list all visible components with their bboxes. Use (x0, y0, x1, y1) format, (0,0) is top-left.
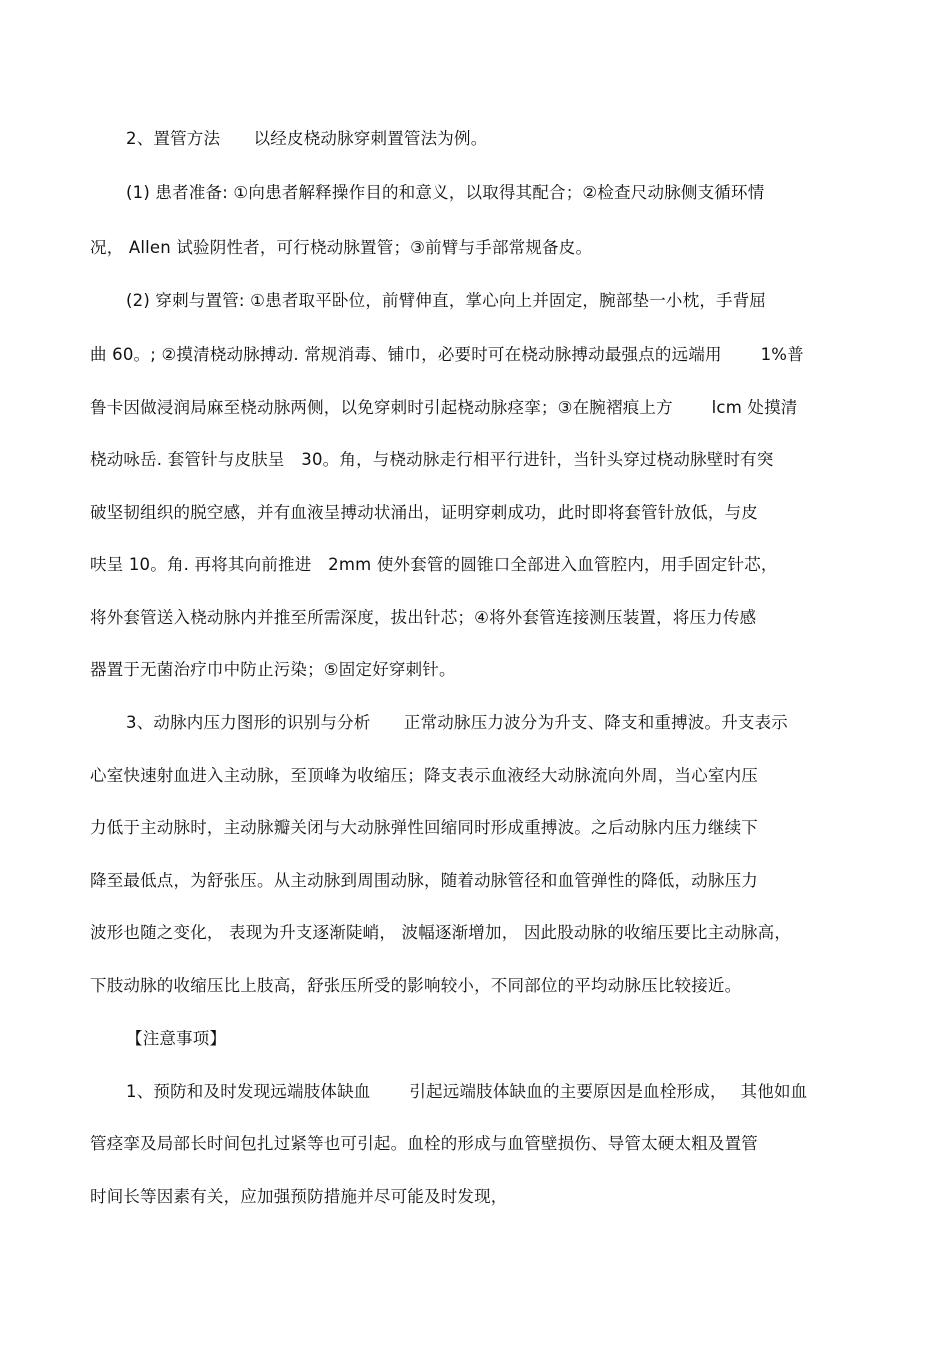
text-line: 2、置管方法 以经皮桡动脉穿刺置管法为例。 (126, 129, 488, 148)
section-heading: 【注意事项】 (126, 1029, 227, 1048)
text-line: 波形也随之变化， 表现为升支逐渐陡峭， 波幅逐渐增加， 因此股动脉的收缩压要比主动脉高， (90, 923, 792, 942)
text-line: 呋呈 10。角. 再将其向前推进 2mm 使外套管的圆锥口全部进入血管腔内，用手固定针芯， (90, 555, 778, 574)
text-line: 器置于无菌治疗巾中防止污染；⑤固定好穿刺针。 (90, 660, 456, 679)
text-line: (1) 患者准备: ①向患者解释操作目的和意义，以取得其配合；②检查尺动脉侧支循环情 (126, 183, 765, 202)
text-line: 时间长等因素有关，应加强预防措施并尽可能及时发现， (90, 1187, 508, 1206)
text-line: 鲁卡因做浸润局麻至桡动脉两侧，以免穿刺时引起桡动脉痉挛；③在腕褶痕上方 lcm 处摸清 (90, 398, 798, 417)
text-line: 力低于主动脉时，主动脉瓣关闭与大动脉弹性回缩同时形成重搏波。之后动脉内压力继续下 (90, 818, 758, 837)
text-line: 况， Allen 试验阴性者，可行桡动脉置管；③前臂与手部常规备皮。 (90, 238, 593, 257)
text-line: 下肢动脉的收缩压比上肢高，舒张压所受的影响较小，不同部位的平均动脉压比较接近。 (90, 976, 742, 995)
text-line: 1、预防和及时发现远端肢体缺血 引起远端肢体缺血的主要原因是血栓形成， 其他如血 (126, 1082, 808, 1101)
text-line: 将外套管送入桡动脉内并推至所需深度，拔出针芯；④将外套管连接测压装置，将压力传感 (90, 608, 757, 627)
text-line: 3、动脉内压力图形的识别与分析 正常动脉压力波分为升支、降支和重搏波。升支表示 (126, 713, 788, 732)
text-line: 曲 60。; ②摸清桡动脉搏动. 常规消毒、铺巾，必要时可在桡动脉搏动最强点的远端用 1%普 (90, 345, 804, 364)
text-line: 降至最低点，为舒张压。从主动脉到周围动脉，随着动脉管径和血管弹性的降低，动脉压力 (90, 871, 758, 890)
text-line: 破坚韧组织的脱空感，并有血液呈搏动状涌出，证明穿刺成功，此时即将套管针放低，与皮 (90, 503, 758, 522)
text-line: (2) 穿刺与置管: ①患者取平卧位，前臂伸直，掌心向上并固定，腕部垫一小枕，手背屈 (126, 291, 767, 310)
text-line: 桡动咏岳. 套管针与皮肤呈 30。角，与桡动脉走行相平行进针，当针头穿过桡动脉壁时有突 (90, 450, 774, 469)
text-line: 管痉挛及局部长时间包扎过紧等也可引起。血栓的形成与血管壁损伤、导管太硬太粗及置管 (90, 1134, 758, 1153)
text-line: 心室快速射血进入主动脉，至顶峰为收缩压；降支表示血液经大动脉流向外周，当心室内压 (90, 766, 758, 785)
